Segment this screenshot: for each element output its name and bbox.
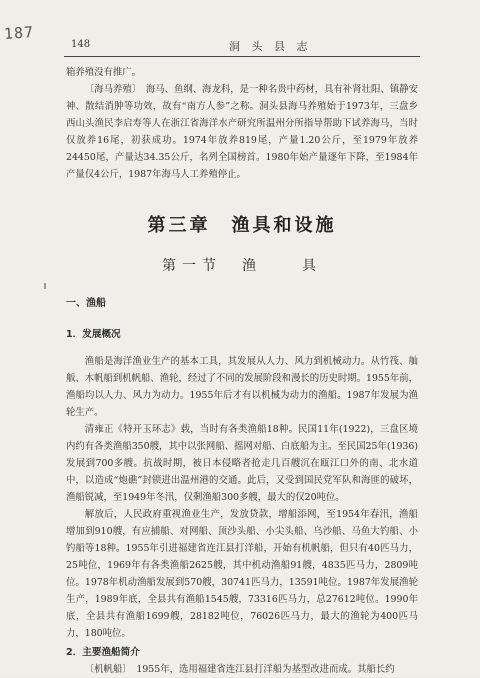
running-head: 洞 头 县 志 xyxy=(229,40,312,53)
page-number: 148 xyxy=(71,39,91,50)
seahorse-term: 〔海马养殖〕 xyxy=(84,84,137,95)
jifan-text: 1955年，选用福建省连江县打洋船为基型改进而成。其船长约 xyxy=(136,664,395,675)
paragraph-development: 渔船是海洋渔业生产的基本工具，其发展从人力、风力到机械动力。从竹筏、舢舨、木帆船到机帆船、渔轮，经过了不同的发展阶段和漫长的历史时期。1955年前，渔船均以人力、风力为动力。1955年后才有以机械为动力的渔船。1987年发展为渔轮生产。 xyxy=(66,356,418,418)
section-title: 第一节 渔 具 xyxy=(162,258,322,274)
seahorse-paragraph xyxy=(66,81,418,183)
seahorse-text: 海马、鱼纲、海龙科，是一种名贵中药材，具有补肾壮阳、镇静安神、散结消肿等功效，故有“南方人参”之称。洞头县海马养殖始于1973年，三盘乡西山头渔民李启寿等人在浙江省海洋水产研究所温州分所指导帮助下试养海马，当时仅放养16尾，初获成功。1974年放养819尾，产量1.20公斤，至1979年放养24450尾，产量达34.35公斤，名列全国榜首。1980年始产量逐年下降，至1984年产量仅4公斤，1987年海马人工养殖停止。 xyxy=(66,84,418,180)
jifan-term: 〔机帆船〕 xyxy=(84,664,127,675)
handwritten-note: 187 xyxy=(3,22,35,44)
paragraph-history: 清雍正《特开玉环志》载，当时有各类渔船18种。民国11年(1922)，三盘区境内约有各类渔船350艘，其中以张网船、摇网对船、白底船为主。至民国25年(1936)发展到700多艘。抗战时期，被日本侵略者抢走几百艘沉在瓯江口外的南、北水道中，以造成“炮礁”封锁进出温州港的交通。此后，又受到国民党军队和海匪的破坏，渔船锐减，至1949年冬汛，仅剩渔船300多艘，最大的仅20吨位。 xyxy=(66,424,418,503)
intro-line: 箱养殖没有推广。 xyxy=(66,67,142,78)
margin-mark xyxy=(44,283,46,289)
heading-development: 1．发展概况 xyxy=(66,329,121,340)
body-text xyxy=(66,64,418,678)
chapter-title: 第三章 渔具和设施 xyxy=(147,215,337,236)
heading-fishing-boats: 一、渔船 xyxy=(66,298,106,309)
heading-main-boats: 2．主要渔船简介 xyxy=(66,647,140,658)
header-rule xyxy=(64,56,420,57)
paragraph-liberation: 解放后，人民政府重视渔业生产，发放贷款，增船添网，至1954年春汛，渔船增加到910艘，有应捕船、对网船、顶沙头船、小尖头船、乌沙船、马鱼大钓船、小钓船等18种。1955年引进福建省连江县打洋船，开始有机帆船，但只有40匹马力，25吨位，1969年有各类渔船2625艘，其中机动渔船91艘，4835匹马力，2809吨位。1978年机动渔船发展到570艘，30741匹马力，13591吨位。1987年发展渔轮生产，1989年底，全县共有渔船1545艘，73316匹马力，总27612吨位。1990年底，全县共有渔船1699艘，28182吨位，76026匹马力，最大的渔轮为400匹马力，180吨位。 xyxy=(66,509,418,639)
jifan-paragraph xyxy=(66,661,418,678)
